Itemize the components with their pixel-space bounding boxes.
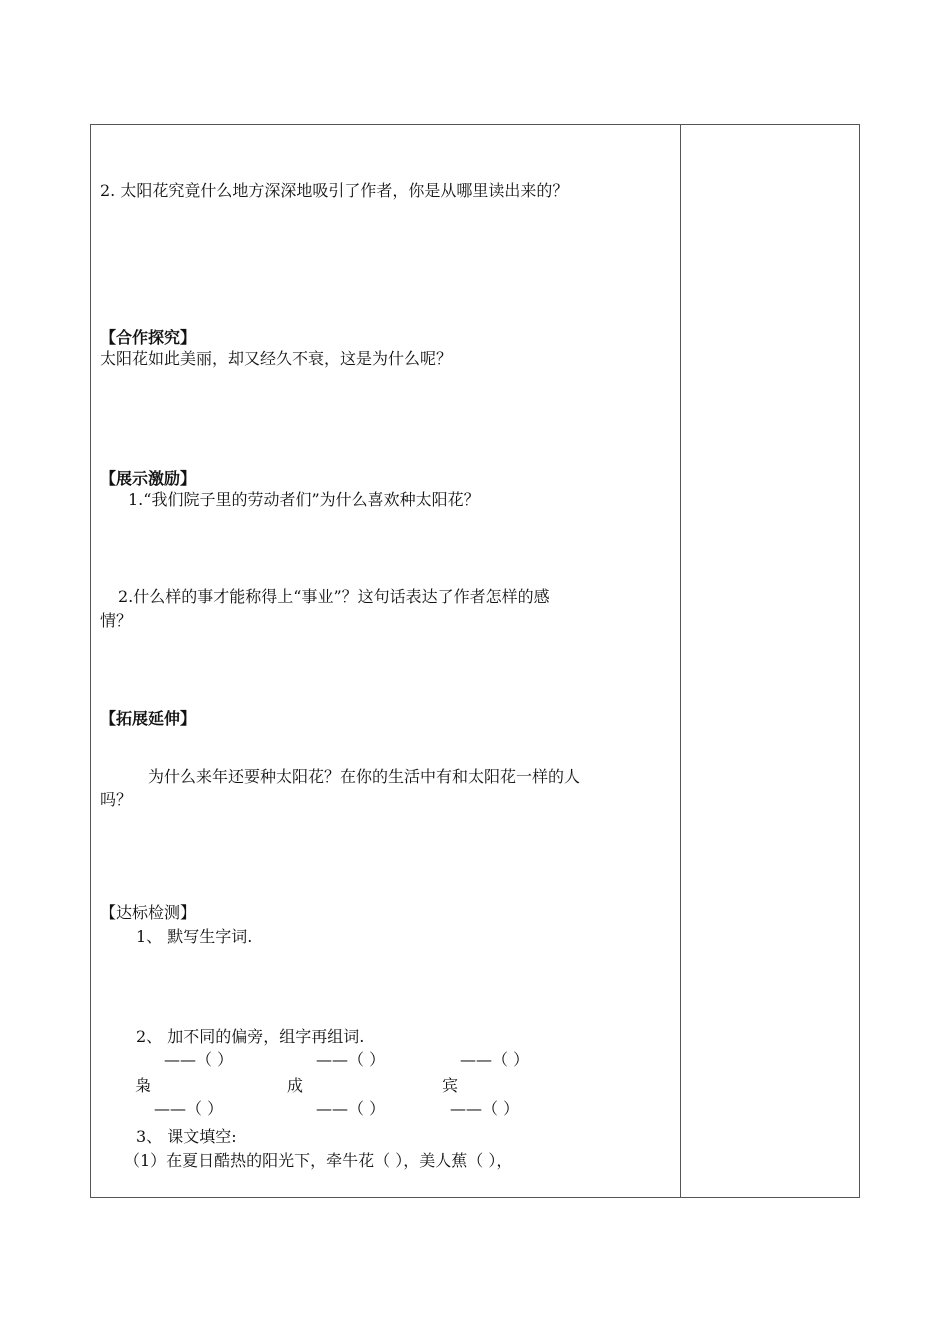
dabiao-item-2: 2、 加不同的偏旁，组字再组词. [136,1027,365,1046]
section-zhanshi-title: 【展示激励】 [100,469,197,488]
section-hezuo-title: 【合作探究】 [100,328,197,347]
column-divider [680,125,681,1197]
section-dabiao-title: 【达标检测】 [100,903,197,922]
dabiao-item-3: 3、 课文填空: [136,1127,237,1146]
zhanshi-question-2-line1: 2.什么样的事才能称得上“事业”？这句话表达了作者怎样的感 [118,587,550,606]
character-1: 枭 [135,1076,152,1095]
blank-row1-a: ——（ ） [164,1050,234,1069]
section-tuozhan-title: 【拓展延伸】 [100,709,197,728]
hezuo-question: 太阳花如此美丽，却又经久不衰，这是为什么呢？ [100,349,453,368]
question-2: 2. 太阳花究竟什么地方深深地吸引了作者，你是从哪里读出来的？ [100,181,569,200]
blank-row2-a: ——（ ） [154,1099,224,1118]
character-2: 成 [287,1076,304,1095]
tuozhan-question-line1: 为什么来年还要种太阳花？在你的生活中有和太阳花一样的人 [148,767,581,786]
zhanshi-question-2-line2: 情？ [100,611,133,630]
worksheet-table [90,124,860,1198]
blank-row1-c: ——（ ） [460,1050,530,1069]
tuozhan-question-line2: 吗？ [100,790,133,809]
blank-row2-c: ——（ ） [450,1099,520,1118]
blank-row2-b: ——（ ） [316,1099,386,1118]
dabiao-item-3-1: （1）在夏日酷热的阳光下，牵牛花（ ），美人蕉（ ）， [124,1151,513,1170]
character-3: 宾 [442,1076,459,1095]
zhanshi-question-1: 1.“我们院子里的劳动者们”为什么喜欢种太阳花？ [128,490,480,509]
blank-row1-b: ——（ ） [316,1050,386,1069]
dabiao-item-1: 1、 默写生字词. [136,927,253,946]
